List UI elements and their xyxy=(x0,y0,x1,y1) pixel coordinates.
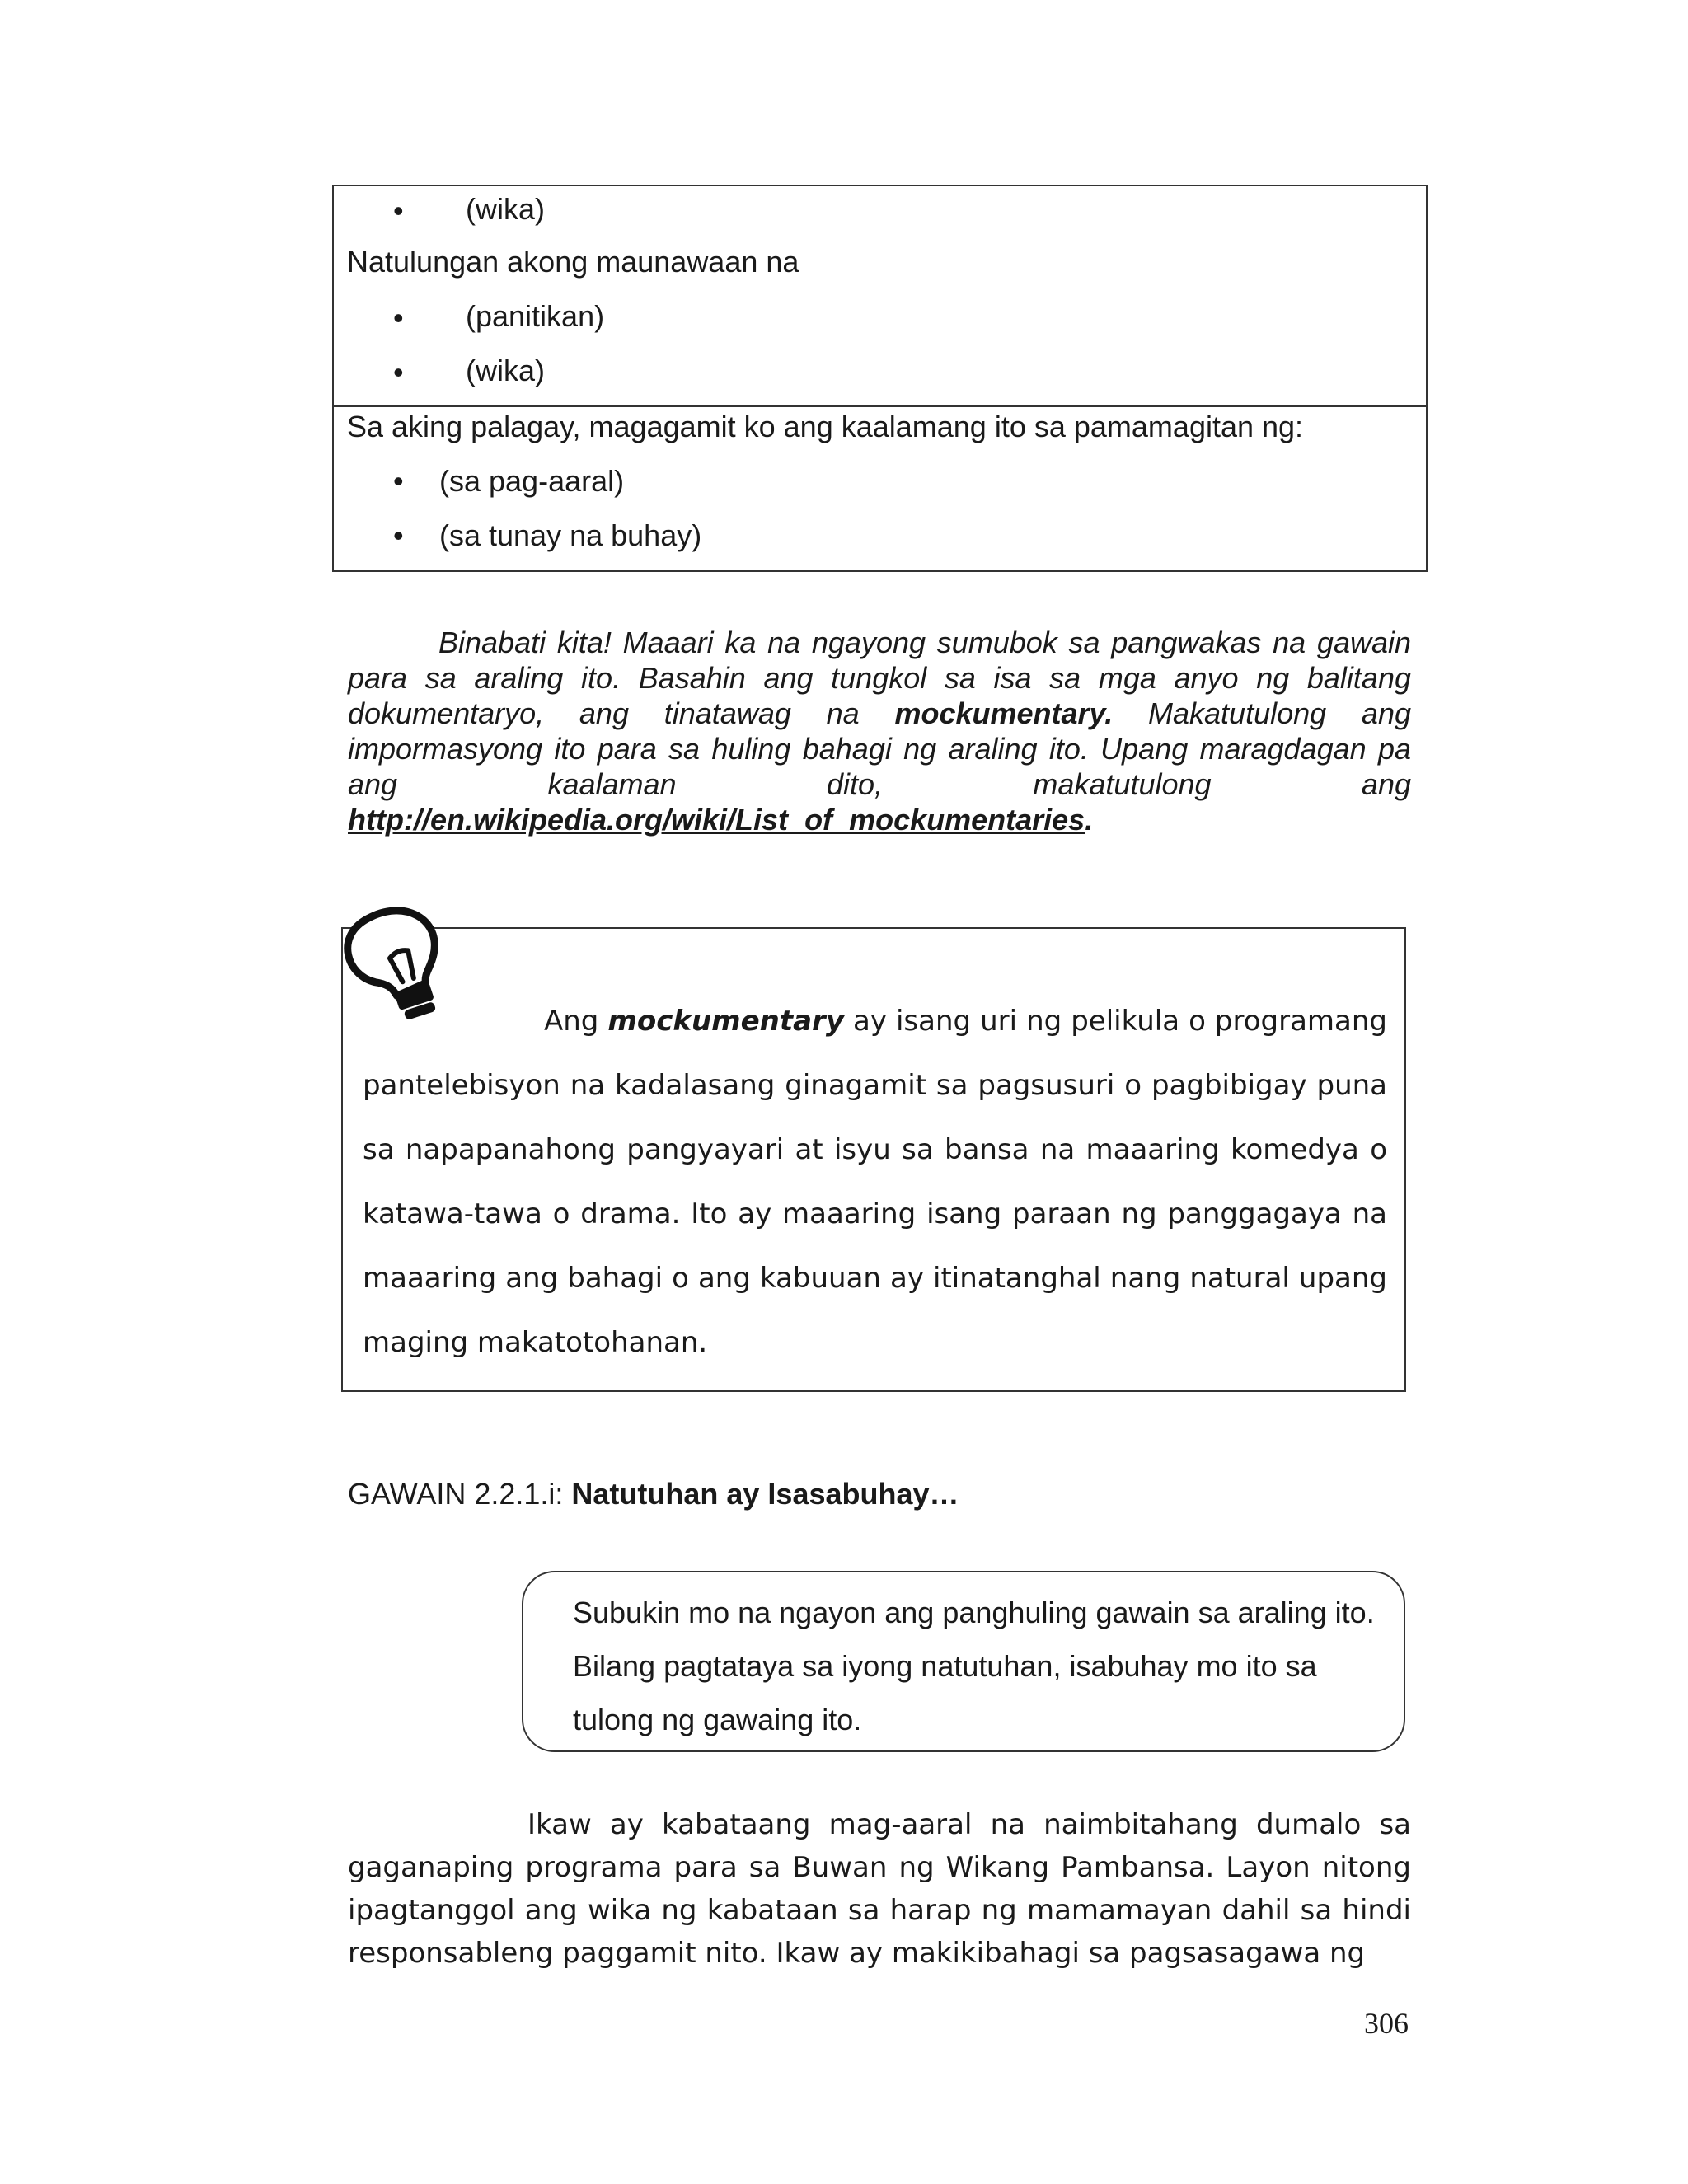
bullet: • xyxy=(393,194,404,227)
scenario-paragraph xyxy=(348,1803,1411,1975)
activity-heading xyxy=(348,1477,959,1511)
bullet-item-tunay-na-buhay: (sa tunay na buhay) xyxy=(439,518,702,552)
mockumentary-definition xyxy=(363,989,1387,1375)
definition-pre: Ang xyxy=(544,1005,608,1038)
bullet-item-wika: (wika) xyxy=(466,354,545,387)
bullet-item-pag-aaral: (sa pag-aaral) xyxy=(439,464,625,498)
reflection-row-understanding xyxy=(334,186,1426,405)
reflection-table xyxy=(332,185,1428,572)
intro-end: . xyxy=(1085,803,1094,837)
bullet: • xyxy=(393,464,404,498)
definition-term: mockumentary xyxy=(607,1005,844,1038)
intro-bold-term: mockumentary. xyxy=(894,696,1114,730)
bullet: • xyxy=(393,355,404,389)
definition-text: ay isang uri ng pelikula o programang pantelebisyon na kadalasang ginagamit sa pagsusuri o pagbibigay puna sa napapanahong pangyayari at isyu sa bansa na maaaring komedya o katawa-tawa o drama. Ito ay maaaring isang paraan ng panggagaya na maaaring ang bahagi o ang kabuuan ay itinatanghal nang natural upang maging makatotohanan. xyxy=(363,1005,1387,1359)
intro-text-1: Binabati kita! Maaari ka na ngayong sumubok sa pangwakas na gawain para sa araling ito. Basahin ang tungkol sa isa sa mga anyo ng balitang dokumentaryo, ang tinatawag na xyxy=(348,626,1411,730)
page-number: 306 xyxy=(1364,2007,1409,2040)
bullet: • xyxy=(393,518,404,552)
reflection-row-application xyxy=(334,405,1426,570)
bullet-item-panitikan: (panitikan) xyxy=(466,299,605,333)
wikipedia-link[interactable]: http://en.wikipedia.org/wiki/List_of_mockumentaries xyxy=(348,803,1085,837)
instruction-text: Subukin mo na ngayon ang panghuling gawain sa araling ito. Bilang pagtataya sa iyong natutuhan, isabuhay mo ito sa tulong ng gawaing ito. xyxy=(573,1596,1375,1736)
scenario-text: Ikaw ay kabataang mag-aaral na naimbitahang dumalo sa gaganaping programa para sa Buwan ng Wikang Pambansa. Layon nitong ipagtanggol ang wika ng kabataan sa harap ng mamamayan dahil sa hindi responsableng paggamit nito. Ikaw ay makikibahagi sa pagsasagawa ng xyxy=(348,1808,1411,1970)
bullet-item-wika-top: (wika) xyxy=(466,192,545,226)
intro-text-2: Makatutulong ang impormasyong ito para sa huling bahagi ng araling ito. Upang maragdagan pa ang kaalaman dito, makatutulong ang xyxy=(348,696,1411,801)
activity-code: GAWAIN 2.2.1.i: xyxy=(348,1477,572,1511)
activity-title: Natutuhan ay Isasabuhay… xyxy=(571,1477,959,1511)
understanding-lead: Natulungan akong maunawaan na xyxy=(347,245,799,279)
intro-paragraph xyxy=(348,625,1411,837)
application-lead: Sa aking palagay, magagamit ko ang kaalamang ito sa pamamagitan ng: xyxy=(347,410,1304,443)
bullet: • xyxy=(393,301,404,335)
